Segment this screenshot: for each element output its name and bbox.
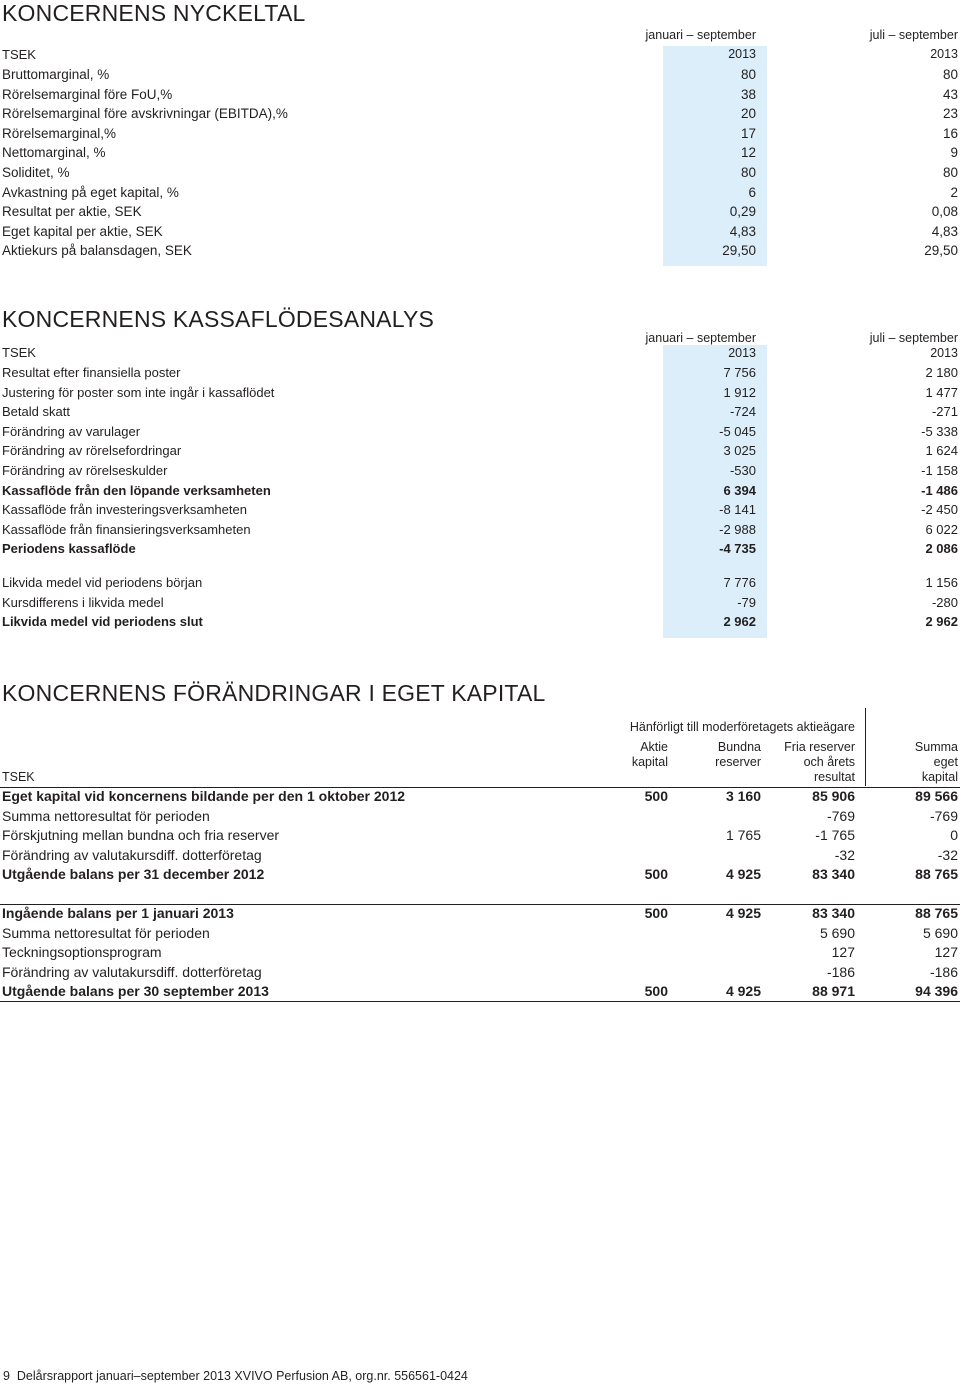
table-row [0,183,960,203]
eget-kapital-unit: TSEK [2,770,35,784]
cell-v4: 127 [934,944,958,960]
row-label: Aktiekurs på balansdagen, SEK [2,243,192,259]
cell-v2: 23 [942,106,958,122]
cell-v1: 6 394 [723,482,756,498]
cell-v1: -5 045 [719,423,756,439]
cell-v2: -1 486 [921,482,958,498]
nyckeltal-year2: 2013 [930,47,958,61]
cell-v2: 2 086 [925,541,958,557]
cell-v3: 88 971 [812,983,855,999]
row-label: Resultat per aktie, SEK [2,204,142,220]
cell-v2: 1 624 [925,443,958,459]
cell-v3: 83 340 [812,866,855,882]
table-row [0,461,960,481]
nyckeltal-period1: januari – september [645,28,756,42]
eget-kapital-col3-header: Fria reserver och årets resultat [784,740,855,784]
table-row [0,807,960,827]
table-row [0,422,960,442]
kassaflode-year2: 2013 [930,346,958,360]
row-label: Kassaflöde från den löpande verksamheten [2,482,271,498]
table-row [0,481,960,501]
cell-v2: 3 160 [725,788,761,804]
cell-v2: 1 156 [925,575,958,590]
table-row [0,363,960,383]
page-footer [3,1369,468,1383]
row-label: Avkastning på eget kapital, % [2,184,179,200]
cell-v1: 12 [740,145,756,161]
row-label: Justering för poster som inte ingår i kassaflödet [2,384,275,400]
cell-v2: 6 022 [925,521,958,537]
cell-v2: -2 450 [921,502,958,518]
cell-v2: -1 158 [921,463,958,478]
row-label: Rörelsemarginal före avskrivningar (EBITDA),% [2,106,288,122]
cell-v1: 4,83 [729,223,756,239]
kassaflode-unit: TSEK [2,345,36,360]
cell-v3: 85 906 [812,788,855,804]
row-label: Bruttomarginal, % [2,67,110,82]
cell-v3: -186 [826,963,855,980]
table-row [0,222,960,242]
table-row [0,85,960,105]
table-row [0,826,960,846]
cell-v4: 89 566 [915,788,958,804]
row-label: Förändring av rörelseskulder [2,463,168,478]
table-row [0,539,960,559]
cell-v1: 6 [748,184,756,200]
eget-kapital-col4-header: Summa eget kapital [914,740,958,784]
row-label: Periodens kassaflöde [2,541,136,557]
row-label: Summa nettoresultat för perioden [2,924,210,941]
cell-v1: -4 735 [719,541,756,557]
cell-v4: -769 [929,807,958,824]
table-row [0,65,960,85]
table-row [0,441,960,461]
row-label: Utgående balans per 30 september 2013 [2,983,269,999]
cell-v3: -1 765 [815,827,855,843]
cell-v1: 500 [644,866,668,882]
cell-v4: 5 690 [922,924,958,941]
row-label: Likvida medel vid periodens början [2,575,203,590]
cell-v3: 5 690 [819,924,855,941]
row-label: Resultat efter finansiella poster [2,365,181,380]
cell-v2: 29,50 [924,243,958,259]
cell-v2: 0,08 [931,204,958,220]
cell-v1: -8 141 [719,502,756,518]
cell-v1: 2 962 [723,614,756,630]
table-row [0,402,960,422]
kassaflode-period2: juli – september [869,331,958,345]
nyckeltal-unit: TSEK [2,47,36,62]
row-label: Betald skatt [2,404,70,420]
cell-v4: 0 [950,827,958,843]
cell-v4: 94 396 [915,983,958,999]
table-row [0,163,960,183]
kassaflode-period1: januari – september [645,331,756,345]
row-label: Likvida medel vid periodens slut [2,614,203,630]
cell-v1: 3 025 [723,443,756,459]
cell-v4: -32 [937,846,958,863]
cell-v1: 29,50 [722,243,756,259]
row-label: Summa nettoresultat för perioden [2,807,210,824]
cell-v1: -724 [729,404,756,420]
cell-v2: -5 338 [921,423,958,439]
nyckeltal-period2: juli – september [869,28,958,42]
cell-v2: 2 962 [925,614,958,630]
cell-v2: 4 925 [725,905,761,921]
kassaflode-title: KONCERNENS KASSAFLÖDESANALYS [2,306,435,332]
eget-kapital-divider [865,708,866,786]
page-number: 9 [3,1369,10,1383]
table-row [0,846,960,866]
table-row [0,520,960,540]
table-row [0,143,960,163]
table-row [0,241,960,261]
cell-v4: 88 765 [915,905,958,921]
table-row [0,943,960,963]
cell-v1: 80 [740,165,756,180]
row-label: Kassaflöde från finansieringsverksamheten [2,521,251,537]
row-label: Eget kapital vid koncernens bildande per den 1 oktober 2012 [2,788,406,804]
table-row [0,500,960,520]
cell-v1: -2 988 [719,521,756,537]
cell-v1: 500 [644,983,668,999]
cell-v2: 43 [942,86,958,102]
eget-kapital-title: KONCERNENS FÖRÄNDRINGAR I EGET KAPITAL [2,680,546,706]
eget-kapital-group-header: Hänförligt till moderföretagets aktieägare [629,720,855,734]
table-row [0,787,960,807]
row-label: Kursdifferens i likvida medel [2,594,164,610]
row-label: Rörelsemarginal före FoU,% [2,86,173,102]
row-label: Förskjutning mellan bundna och fria reserver [2,827,280,843]
cell-v2: 16 [942,125,958,141]
eget-kapital-col2-header: Bundna reserver [715,740,761,769]
row-label: Förändring av varulager [2,423,141,439]
table-row [0,904,960,924]
nyckeltal-title: KONCERNENS NYCKELTAL [2,0,306,26]
table-row [0,924,960,944]
cell-v2: -271 [931,404,958,420]
nyckeltal-year1: 2013 [728,47,756,61]
cell-v1: 1 912 [723,384,756,400]
cell-v1: 0,29 [729,204,756,220]
row-label: Utgående balans per 31 december 2012 [2,866,265,882]
cell-v2: 1 765 [725,827,761,843]
cell-v2: -280 [931,594,958,610]
cell-v3: -769 [826,807,855,824]
cell-v4: -186 [929,963,958,980]
cell-v2: 2 [950,184,958,200]
row-label: Teckningsoptionsprogram [2,944,162,960]
cell-v3: 83 340 [812,905,855,921]
table-row [0,612,960,632]
cell-v1: -79 [737,594,756,610]
row-label: Ingående balans per 1 januari 2013 [2,905,234,921]
table-row [0,865,960,885]
table-row [0,104,960,124]
cell-v3: 127 [831,944,855,960]
eget-kapital-col1-header: Aktie kapital [631,740,668,769]
footer-text: Delårsrapport januari–september 2013 XVIVO Perfusion AB, org.nr. 556561-0424 [16,1369,468,1383]
row-label: Förändring av valutakursdiff. dotterföretag [2,846,262,863]
row-label: Eget kapital per aktie, SEK [2,223,163,239]
cell-v2: 4,83 [931,223,958,239]
table-row [0,982,960,1002]
row-label: Rörelsemarginal,% [2,125,117,141]
cell-v1: 7 756 [723,365,756,380]
cell-v2: 80 [942,165,958,180]
table-row [0,963,960,983]
cell-v1: 20 [740,106,756,122]
cell-v1: 80 [740,67,756,82]
kassaflode-year1: 2013 [728,346,756,360]
row-label: Förändring av rörelsefordringar [2,443,182,459]
cell-v2: 4 925 [725,983,761,999]
cell-v1: 500 [644,905,668,921]
row-label: Kassaflöde från investeringsverksamheten [2,502,247,518]
table-row [0,124,960,144]
row-label: Förändring av valutakursdiff. dotterföretag [2,963,262,980]
cell-v2: 1 477 [925,384,958,400]
cell-v1: 7 776 [723,575,756,590]
table-row [0,202,960,222]
table-row [0,383,960,403]
cell-v1: 38 [740,86,756,102]
row-label: Nettomarginal, % [2,145,106,161]
cell-v1: 500 [644,788,668,804]
cell-v2: 4 925 [725,866,761,882]
table-row [0,573,960,593]
cell-v2: 2 180 [925,365,958,380]
cell-v3: -32 [834,846,855,863]
table-row [0,593,960,613]
cell-v1: 17 [740,125,756,141]
cell-v2: 9 [950,145,958,161]
cell-v1: -530 [729,463,756,478]
cell-v2: 80 [942,67,958,82]
cell-v4: 88 765 [915,866,958,882]
row-label: Soliditet, % [2,165,70,180]
